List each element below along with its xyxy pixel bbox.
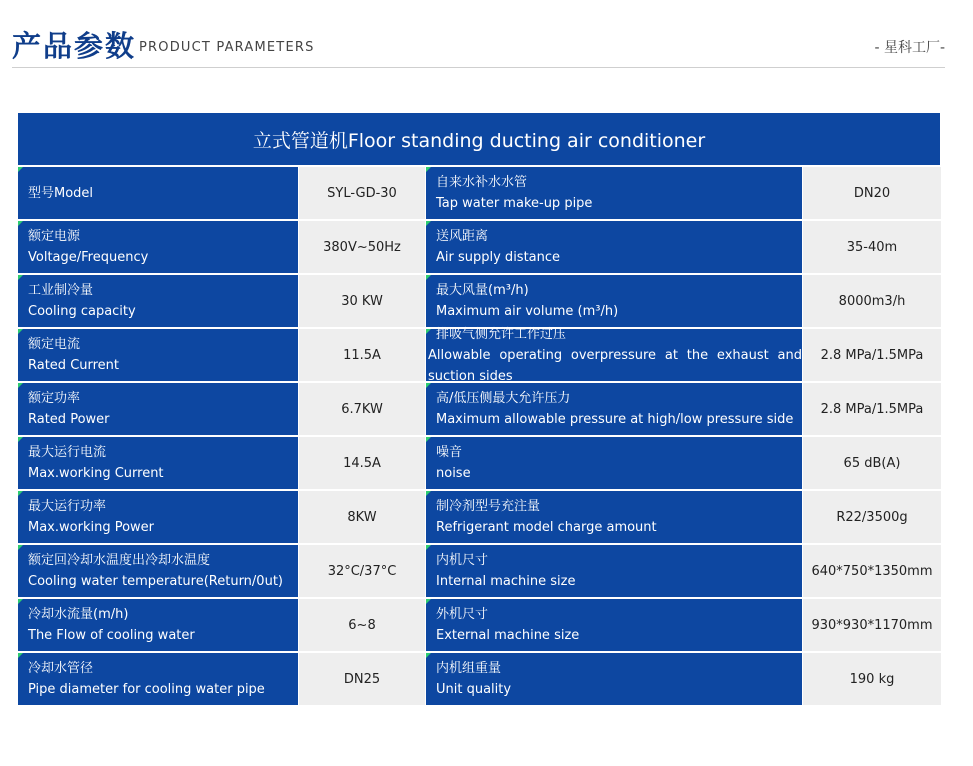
right-param-value: 65 dB(A) xyxy=(803,437,941,489)
right-param-label-cn: 外机尺寸 xyxy=(436,607,489,622)
right-param-label xyxy=(426,545,802,597)
right-param-value: 2.8 MPa/1.5MPa xyxy=(803,383,941,435)
right-param-label-cn: 内机组重量 xyxy=(436,661,502,676)
right-param-label xyxy=(426,221,802,273)
left-param-label-cn: 最大运行电流 xyxy=(28,445,107,460)
right-param-value: R22/3500g xyxy=(803,491,941,543)
right-param-value: 35-40m xyxy=(803,221,941,273)
right-param-label-cn: 送风距离 xyxy=(436,229,489,244)
right-param-value: DN20 xyxy=(803,167,941,219)
left-param-label xyxy=(18,275,298,327)
right-param-label-en: Maximum air volume (m³/h) xyxy=(436,304,619,319)
left-param-label-cn: 工业制冷量 xyxy=(28,283,94,298)
header-divider xyxy=(12,67,945,68)
table-body xyxy=(18,167,940,705)
left-param-label xyxy=(18,599,298,651)
right-param-label xyxy=(426,653,802,705)
left-param-value: 14.5A xyxy=(299,437,425,489)
right-param-label-cn: 自来水补水水管 xyxy=(436,175,528,190)
left-param-value: 32°C/37°C xyxy=(299,545,425,597)
left-param-label-en: Cooling water temperature(Return/0ut) xyxy=(28,574,283,589)
right-param-label-cn: 内机尺寸 xyxy=(436,553,489,568)
right-param-label xyxy=(426,275,802,327)
left-param-label-en: Max.working Current xyxy=(28,466,164,481)
left-param-value: SYL-GD-30 xyxy=(299,167,425,219)
left-param-label xyxy=(18,545,298,597)
section-subtitle: PRODUCT PARAMETERS xyxy=(139,40,315,55)
right-param-value: 2.8 MPa/1.5MPa xyxy=(803,329,941,381)
left-param-value: 6.7KW xyxy=(299,383,425,435)
left-param-label-cn: 额定回冷却水温度出冷却水温度 xyxy=(28,553,211,568)
right-param-label-en: Tap water make-up pipe xyxy=(436,196,593,211)
left-param-label-en: Max.working Power xyxy=(28,520,155,535)
right-param-label xyxy=(426,491,802,543)
right-param-label xyxy=(426,599,802,651)
right-param-label-en: Air supply distance xyxy=(436,250,561,265)
right-param-label-en: Allowable operating overpressure at the exhaust and suction sides xyxy=(428,347,802,384)
left-param-label-cn: 额定功率 xyxy=(28,391,81,406)
left-param-label xyxy=(18,653,298,705)
right-param-label-en: Maximum allowable pressure at high/low pressure side xyxy=(436,412,794,427)
right-param-label-en: noise xyxy=(436,466,471,481)
left-param-label-cn: 最大运行功率 xyxy=(28,499,107,514)
right-param-label xyxy=(426,437,802,489)
right-param-label-cn: 高/低压侧最大允许压力 xyxy=(436,391,571,406)
left-param-label xyxy=(18,329,298,381)
left-param-value: 8KW xyxy=(299,491,425,543)
left-param-label-cn: 冷却水流量(m/h) xyxy=(28,607,129,622)
left-param-label-cn: 型号Model xyxy=(28,185,94,201)
left-param-label-en: Pipe diameter for cooling water pipe xyxy=(28,682,265,697)
left-param-label-en: Rated Power xyxy=(28,412,110,427)
left-param-value: DN25 xyxy=(299,653,425,705)
left-param-label xyxy=(18,491,298,543)
right-param-value: 8000m3/h xyxy=(803,275,941,327)
left-param-label-cn: 额定电流 xyxy=(28,337,81,352)
right-param-value: 930*930*1170mm xyxy=(803,599,941,651)
left-param-label-cn: 冷却水管径 xyxy=(28,661,94,676)
right-param-value: 190 kg xyxy=(803,653,941,705)
right-param-label-en: Refrigerant model charge amount xyxy=(436,520,657,535)
brand-label: - 星科工厂- xyxy=(874,40,945,56)
left-param-label xyxy=(18,383,298,435)
right-param-label-cn: 排吸气侧允许工作过压 xyxy=(436,326,567,342)
section-title: 产品参数 xyxy=(12,29,137,63)
right-param-label-en: External machine size xyxy=(436,628,580,643)
right-param-label-en: Unit quality xyxy=(436,682,512,697)
table-caption: 立式管道机Floor standing ducting air conditioner xyxy=(18,113,940,165)
left-param-label xyxy=(18,437,298,489)
parameters-table xyxy=(18,113,940,705)
left-param-label xyxy=(18,221,298,273)
left-param-value: 11.5A xyxy=(299,329,425,381)
left-param-label-cn: 额定电源 xyxy=(28,229,81,244)
left-param-label-en: The Flow of cooling water xyxy=(28,628,195,643)
left-param-label-en: Voltage/Frequency xyxy=(28,250,149,265)
right-param-label-en: Internal machine size xyxy=(436,574,576,589)
left-param-value: 380V~50Hz xyxy=(299,221,425,273)
left-param-label-en: Cooling capacity xyxy=(28,304,136,319)
right-param-label-cn: 最大风量(m³/h) xyxy=(436,283,529,298)
right-param-label xyxy=(426,383,802,435)
left-param-value: 6~8 xyxy=(299,599,425,651)
right-param-label xyxy=(426,167,802,219)
right-param-label-cn: 噪音 xyxy=(436,445,463,460)
right-param-label xyxy=(426,326,802,384)
right-param-label-cn: 制冷剂型号充注量 xyxy=(436,499,541,514)
right-param-value: 640*750*1350mm xyxy=(803,545,941,597)
left-param-value: 30 KW xyxy=(299,275,425,327)
left-param-label xyxy=(18,167,298,219)
page-header xyxy=(0,0,973,70)
left-param-label-en: Rated Current xyxy=(28,358,120,373)
